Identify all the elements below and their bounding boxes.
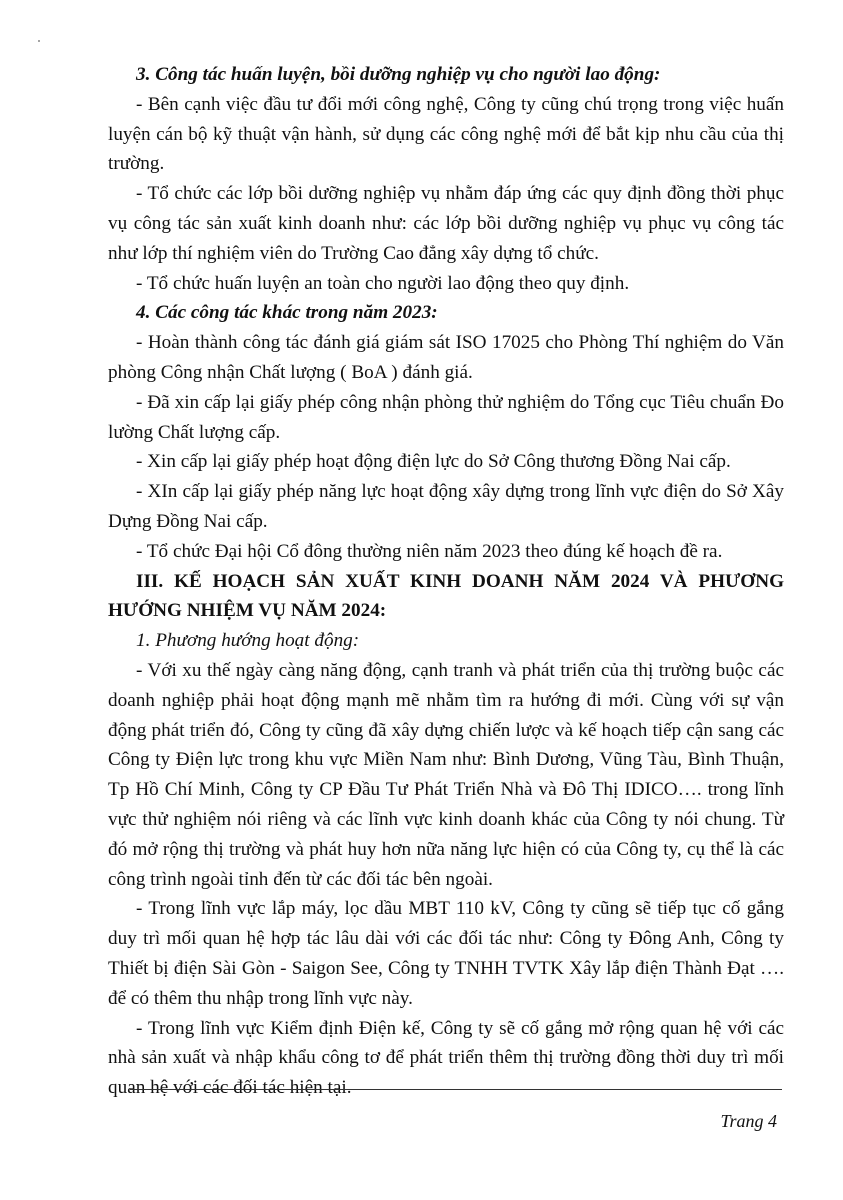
section-3-item-2: - Tổ chức các lớp bồi dưỡng nghiệp vụ nhằm đáp ứng các quy định đồng thời phục vụ công tác sản xuất kinh doanh như: các lớp bồi dưỡng nghiệp vụ phục vụ công tác như lớp thí nghiệm viên do Trường Cao đẳng xây dựng tổ chức. <box>108 183 784 264</box>
section-4-item-4: - XIn cấp lại giấy phép năng lực hoạt động xây dựng trong lĩnh vực điện do Sở Xây Dựng Đồng Nai cấp. <box>108 481 784 532</box>
section-3-heading: 3. Công tác huấn luyện, bồi dưỡng nghiệp vụ cho người lao động: <box>136 64 661 85</box>
section-iii-subheading: 1. Phương hướng hoạt động: <box>136 630 360 652</box>
section-4-item-2: - Đã xin cấp lại giấy phép công nhận phòng thử nghiệm do Tổng cục Tiêu chuẩn Đo lường Chất lượng cấp. <box>108 391 784 443</box>
section-4-item-3: - Xin cấp lại giấy phép hoạt động điện lực do Sở Công thương Đồng Nai cấp. <box>136 451 731 473</box>
footer-divider <box>130 1089 782 1090</box>
section-3-item-1: - Bên cạnh việc đầu tư đổi mới công nghệ, Công ty cũng chú trọng trong việc huấn luyện cán bộ kỹ thuật vận hành, sử dụng các công nghệ mới để bắt kịp nhu cầu của thị trường. <box>108 93 784 175</box>
section-4-heading: 4. Các công tác khác trong năm 2023: <box>136 302 438 324</box>
section-4-item-5: - Tổ chức Đại hội Cổ đông thường niên năm 2023 theo đúng kế hoạch đề ra. <box>136 540 723 562</box>
section-4-item-1: - Hoàn thành công tác đánh giá giám sát ISO 17025 cho Phòng Thí nghiệm do Văn phòng Công nhận Chất lượng ( BoA ) đánh giá. <box>108 332 784 383</box>
section-iii-item-3: - Trong lĩnh vực Kiểm định Điện kế, Công ty sẽ cố gắng mở rộng quan hệ với các nhà sản xuất và nhập khẩu công tơ để phát triển thêm thị trường đồng thời duy trì mối quan hệ với các đối tác hiện tại. <box>108 1017 784 1099</box>
page-number: Trang 4 <box>720 1111 777 1131</box>
section-iii-item-2: - Trong lĩnh vực lắp máy, lọc dầu MBT 110 kV, Công ty cũng sẽ tiếp tục cố gắng duy trì mối quan hệ hợp tác lâu dài với các đối tác như: Công ty Đông Anh, Công ty Thiết bị điện Sài Gòn - Saigon See, Công ty TNHH TVTK Xây lắp điện Thành Đạt …. để có thêm thu nhập trong lĩnh vực này. <box>108 898 784 1009</box>
scan-speck <box>38 40 40 42</box>
section-3-item-3: - Tổ chức huấn luyện an toàn cho người lao động theo quy định. <box>136 272 630 294</box>
section-iii-heading: III. KẾ HOẠCH SẢN XUẤT KINH DOANH NĂM 2024 VÀ PHƯƠNG HƯỚNG NHIỆM VỤ NĂM 2024: <box>108 570 784 622</box>
section-iii-item-1: - Với xu thế ngày càng năng động, cạnh tranh và phát triển của thị trường buộc các doanh nghiệp phải hoạt động mạnh mẽ nhằm tìm ra hướng đi mới. Cùng với sự vận động phát triển đó, Công ty cũng đã xây dựng chiến lược và kế hoạch tiếp cận sang các Công ty Điện lực trong khu vực Miền Nam như: Bình Dương, Vũng Tàu, Bình Thuận, Tp Hồ Chí Minh, Công ty CP Đầu Tư Phát Triển Nhà và Đô Thị IDICO…. trong lĩnh vực thử nghiệm nói riêng và các lĩnh vực kinh doanh khác của Công ty nói chung. Từ đó mở rộng thị trường và phát huy hơn nữa năng lực hiện có của Công ty, cụ thể là các công trình ngoài tỉnh đến từ các đối tác bên ngoài. <box>108 659 784 890</box>
page-body <box>108 60 784 1103</box>
